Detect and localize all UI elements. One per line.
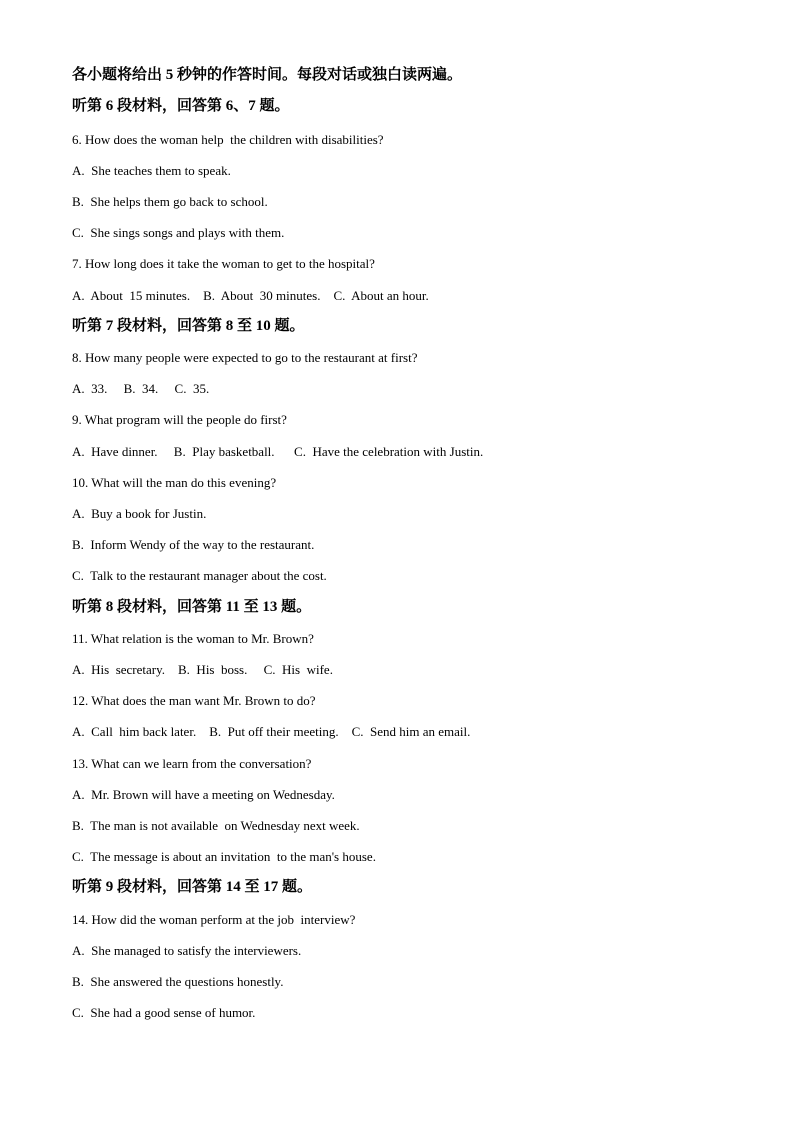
question-line: 11. What relation is the woman to Mr. Brown? — [72, 630, 314, 646]
question-line: 6. How does the woman help the children with disabilities? — [72, 131, 384, 147]
question-line: A. She teaches them to speak. — [72, 162, 231, 178]
question-line: B. She helps them go back to school. — [72, 193, 268, 209]
question-line: B. She answered the questions honestly. — [72, 973, 284, 989]
question-line: C. The message is about an invitation to the man's house. — [72, 848, 376, 864]
question-line: C. She had a good sense of humor. — [72, 1004, 256, 1020]
question-line: 10. What will the man do this evening? — [72, 474, 277, 490]
section-heading: 听第 9 段材料，回答第 14 至 17 题。 — [72, 878, 313, 895]
question-line: 13. What can we learn from the conversation? — [72, 755, 312, 771]
question-line: A. She managed to satisfy the interviewers. — [72, 942, 302, 958]
question-line: 14. How did the woman perform at the job interview? — [72, 911, 356, 927]
section-heading: 各小题将给出 5 秒钟的作答时间。每段对话或独白读两遍。 — [72, 66, 463, 83]
question-line: 12. What does the man want Mr. Brown to do? — [72, 692, 316, 708]
question-line: C. She sings songs and plays with them. — [72, 224, 285, 240]
section-heading: 听第 6 段材料，回答第 6、7 题。 — [72, 97, 290, 114]
section-heading: 听第 7 段材料，回答第 8 至 10 题。 — [72, 317, 305, 334]
question-line: 7. How long does it take the woman to get to the hospital? — [72, 255, 375, 271]
question-line: A. His secretary. B. His boss. C. His wife. — [72, 661, 333, 677]
question-line: 8. How many people were expected to go to the restaurant at first? — [72, 349, 418, 365]
question-line: A. About 15 minutes. B. About 30 minutes. C. About an hour. — [72, 287, 429, 303]
question-line: A. 33. B. 34. C. 35. — [72, 380, 210, 396]
question-line: B. Inform Wendy of the way to the restaurant. — [72, 536, 315, 552]
question-line: 9. What program will the people do first? — [72, 411, 287, 427]
question-line: A. Have dinner. B. Play basketball. C. Have the celebration with Justin. — [72, 443, 484, 459]
question-line: B. The man is not available on Wednesday next week. — [72, 817, 360, 833]
question-line: C. Talk to the restaurant manager about the cost. — [72, 567, 327, 583]
question-line: A. Mr. Brown will have a meeting on Wednesday. — [72, 786, 335, 802]
section-heading: 听第 8 段材料，回答第 11 至 13 题。 — [72, 598, 312, 615]
question-line: A. Buy a book for Justin. — [72, 505, 207, 521]
question-line: A. Call him back later. B. Put off their meeting. C. Send him an email. — [72, 723, 471, 739]
